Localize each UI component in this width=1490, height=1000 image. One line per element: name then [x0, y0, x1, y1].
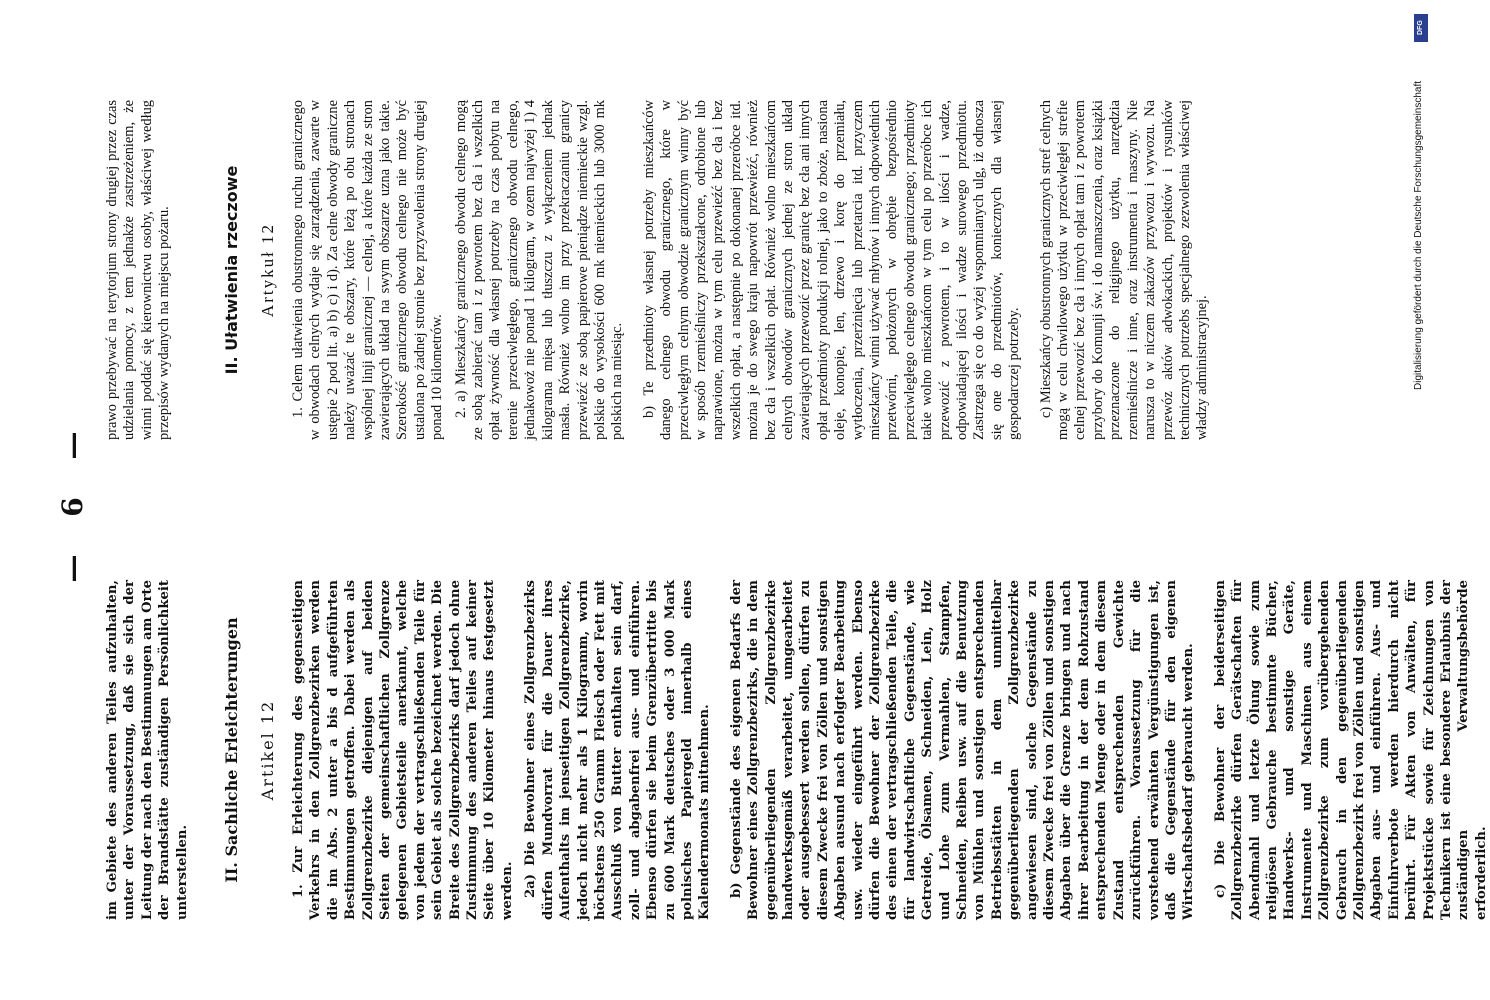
polish-section-heading: II. Ułatwienia rzeczowe	[222, 165, 241, 375]
german-body	[290, 580, 1490, 920]
credit-text: Digitalisierung gefördert durch die Deutsche Forschungsgemeinschaft	[1413, 80, 1424, 390]
german-para-1: 1. Zur Erleichterung des gegenseitigen Verkehrs in den Zollgrenzbezirken werden die im Abs. 2 unter a bis d aufgeführten Bestimmungen getroffen. Dabei werden als Zollgrenzbezirke diejenigen auf beiden Seiten der gemeinschaftlichen Zollgrenze gelegenen Gebietsteile anerkannt, welche von jedem der vertragschließenden Teile für sein Gebiet als solche bezeichnet werden. Die Breite des Zollgrenzbezirks darf jedoch ohne Zustimmung des anderen Teiles auf keiner Seite über 10 Kilometer hinaus festgesetzt werden.	[291, 580, 515, 920]
dfg-logo: DFG	[1414, 14, 1428, 42]
german-section-heading: II. Sachliche Erleichterungen	[222, 617, 241, 883]
polish-para-2a: 2. a) Mieszkańcy granicznego obwodu celnego mogą ze sobą zabierać tam i z powrotem bez cła i wszelkich opłat żywność dla własnej potrzeby na czas pobytu na terenie przeciwległego, granicznego obwodu celnego, jednakowoż nie ponad 1 kilogram, w ozem najwyżej 1) 4 kilograma mięsa lub tłuszczu z wyłączeniem jednak masła. Również wolno im przy przekraczaniu granicy przewieźć ze sobą papierowe pieniądze niemieckie wzgl. polskie do wysokości 600 mk niemieckich lub 3000 mk polskich na miesiąc.	[452, 100, 626, 440]
german-intro	[104, 580, 191, 920]
german-article-label: Artikel 12	[258, 699, 277, 801]
digitization-credit	[1406, 6, 1432, 996]
german-para-c: c) Die Bewohner der beiderseitigen Zollgrenzbezirke dürfen Gerätschaften für Abendmahl und letzte Ölung sowie zum religiösen Gebrauche bestimmte Bücher, Handwerks- und sonstige Geräte, Instrumente und Maschinen aus einem Zollgrenzbezirke zum vorübergehenden Gebrauch in den gegenüberliegenden Zollgrenzbezirk frei von Zöllen und sonstigen Abgaben aus- und einführen. Aus- und Einfuhrverbote werden hierdurch nicht berührt. Für Akten von Anwälten, für Projektstücke sowie für Zeichnungen von Technikern ist eine besondere Erlaubnis der zuständigen Verwaltungsbehörde erforderlich.	[1212, 580, 1489, 920]
polish-para-b: b) Te przedmioty własnej potrzeby mieszkańców danego celnego obwodu granicznego, które w przeciwległym celnym obwodzie granicznym winny być w sposób rzemieślniczy przekształcone, odrobione lub naprawione, można w tym celu przewieźć bez cła i bez wszelkich opłat, a następnie po dokonanej przeróbce itd. można je do swego kraju napowrót przewieźć, również bez cła i wszelkich opłat. Również wolno mieszkańcom celnych obwodów granicznych jednej ze stron układ zawierających przewozić przez granicę bez cła ani innych opłat przedmioty produkcji rolnej, jako to zboże, nasiona oleje, konopie, len, drzewo i korę do przemiału, wytłoczenia, przerżnięcia lub przetarcia itd. przyczem mieszkańcy winni używać młynów i innych odpowiednich przetwórni, położonych w obrębie bezpośrednio przeciwległego celnego obwodu granicznego; przedmioty takie wolno mieszkańcom w tym celu po przeróbce ich przewozić z powrotem, i to w ilości i wadze, odpowiadającej ilości i wadze surowego przedmiotu. Zastrzega się co do wyżej wspomnianych ulg, iż odnosza się one do przedmiotów, koniecznych dla własnej gospodarczej potrzeby.	[640, 100, 1023, 440]
polish-intro	[104, 100, 174, 440]
polish-para-c: c) Mieszkańcy obustronnych granicznych stref celnych mogą w celu chwilowego użytku w przeciwległej strefie celnej przewozić bez cła i innych opłat tam i z powrotem przybory do Komunji św. i do namaszczenia, oraz książki przeznaczone do religijnego użytku, narzędzia rzemieślnicze i inne, oraz instrumenta i maszyny. Nie narusza to w niczem zakazów przywozu i wywozu. Na przewóz aktów adwokackich, projektów i rysunków technicznych potrzebs specjalnego zezwolenia właściwej władzy administracyjnej.	[1037, 100, 1211, 440]
polish-body	[290, 100, 1212, 440]
page-number: — 6 —	[56, 417, 89, 583]
polish-article-label: Artykuł 12	[258, 222, 277, 318]
german-para-2a: 2a) Die Bewohner eines Zollgrenzbezirks dürfen Mundvorrat für die Dauer ihres Aufenthalts im jenseitigen Zollgrenzbezirke, jedoch nicht mehr als 1 Kilogramm, worin höchstens 250 Gramm Fleisch oder Fett mit Ausschluß von Butter enthalten sein darf, zoll- und abgabenfrei aus- und einführen. Ebenso dürfen sie beim Grenzübertritte bis zu 600 Mark deutsches oder 3 000 Mark polnisches Papiergeld innerhalb eines Kalendermonats mitnehmen.	[523, 580, 713, 920]
polish-para-1: 1. Celem ułatwienia obustronnego ruchu granicznego w obwodach celnych wydaje się zarządzenia, zawarte w ustępie 2 pod lit. a) b) c) i d). Za celne obwody graniczne należy uważać te obszary, które leżą po obu stronach wspólnej linji granicznej — celnej, a które każda ze stron zawierających układ na swym obszarze uzna jako takie. Szerokość granicznego obwodu celnego nie może być ustalona po żadnej stronie bez przyzwolenia strony drugiej ponad 10 kilometrów.	[290, 100, 446, 440]
polish-intro-text: prawo przebywać na terytorjum strony drugiej przez czas udzielania pomocy, z tem jednakże zastrzeżeniem, że winni poddać się kierownictwu osoby, właściwej według przepisów wydanych na miejscu pożaru.	[104, 100, 173, 440]
german-para-b: b) Gegenstände des eigenen Bedarfs der Bewohner eines Zollgrenzbezirks, die in dem gegenüberliegenden Zollgrenzbezirke handwerksgemäß verarbeitet, umgearbeitet oder ausgebessert werden sollen, dürfen zu diesem Zwecke frei von Zöllen und sonstigen Abgaben ausund nach erfolgter Bearbeitung usw. wieder eingeführt werden. Ebenso dürfen die Bewohner der Zollgrenzbezirke des einen der vertragschließenden Teile, die für landwirtschaftliche Gegenstände, wie Getreide, Ölsamen, Schneiden, Lein, Holz und Lohe zum Vermahlen, Stampfen, Schneiden, Reiben usw. auf die Benutzung von Mühlen und sonstigen entsprechenden Betriebsstätten in dem unmittelbar gegenüberliegenden Zollgrenzbezirke angewiesen sind, solche Gegenstände zu diesem Zwecke frei von Zöllen und sonstigen Abgaben über die Grenze bringen und nach ihrer Bearbeitung in der dem Rohzustand entsprechenden Menge oder in dem diesem Zustand entsprechenden Gewichte zurückführen. Voraussetzung für die vorstehend erwähnten Vergünstigungen ist, daß die Gegenstände für den eigenen Wirtschaftsbedarf gebraucht werden.	[728, 580, 1197, 920]
german-intro-text: im Gebiete des anderen Teiles aufzuhalten, unter der Voraussetzung, daß sie sich der Leitung der nach den Bestimmungen am Orte der Brandstätte zuständigen Persönlichkeit unterstellen.	[105, 580, 190, 920]
